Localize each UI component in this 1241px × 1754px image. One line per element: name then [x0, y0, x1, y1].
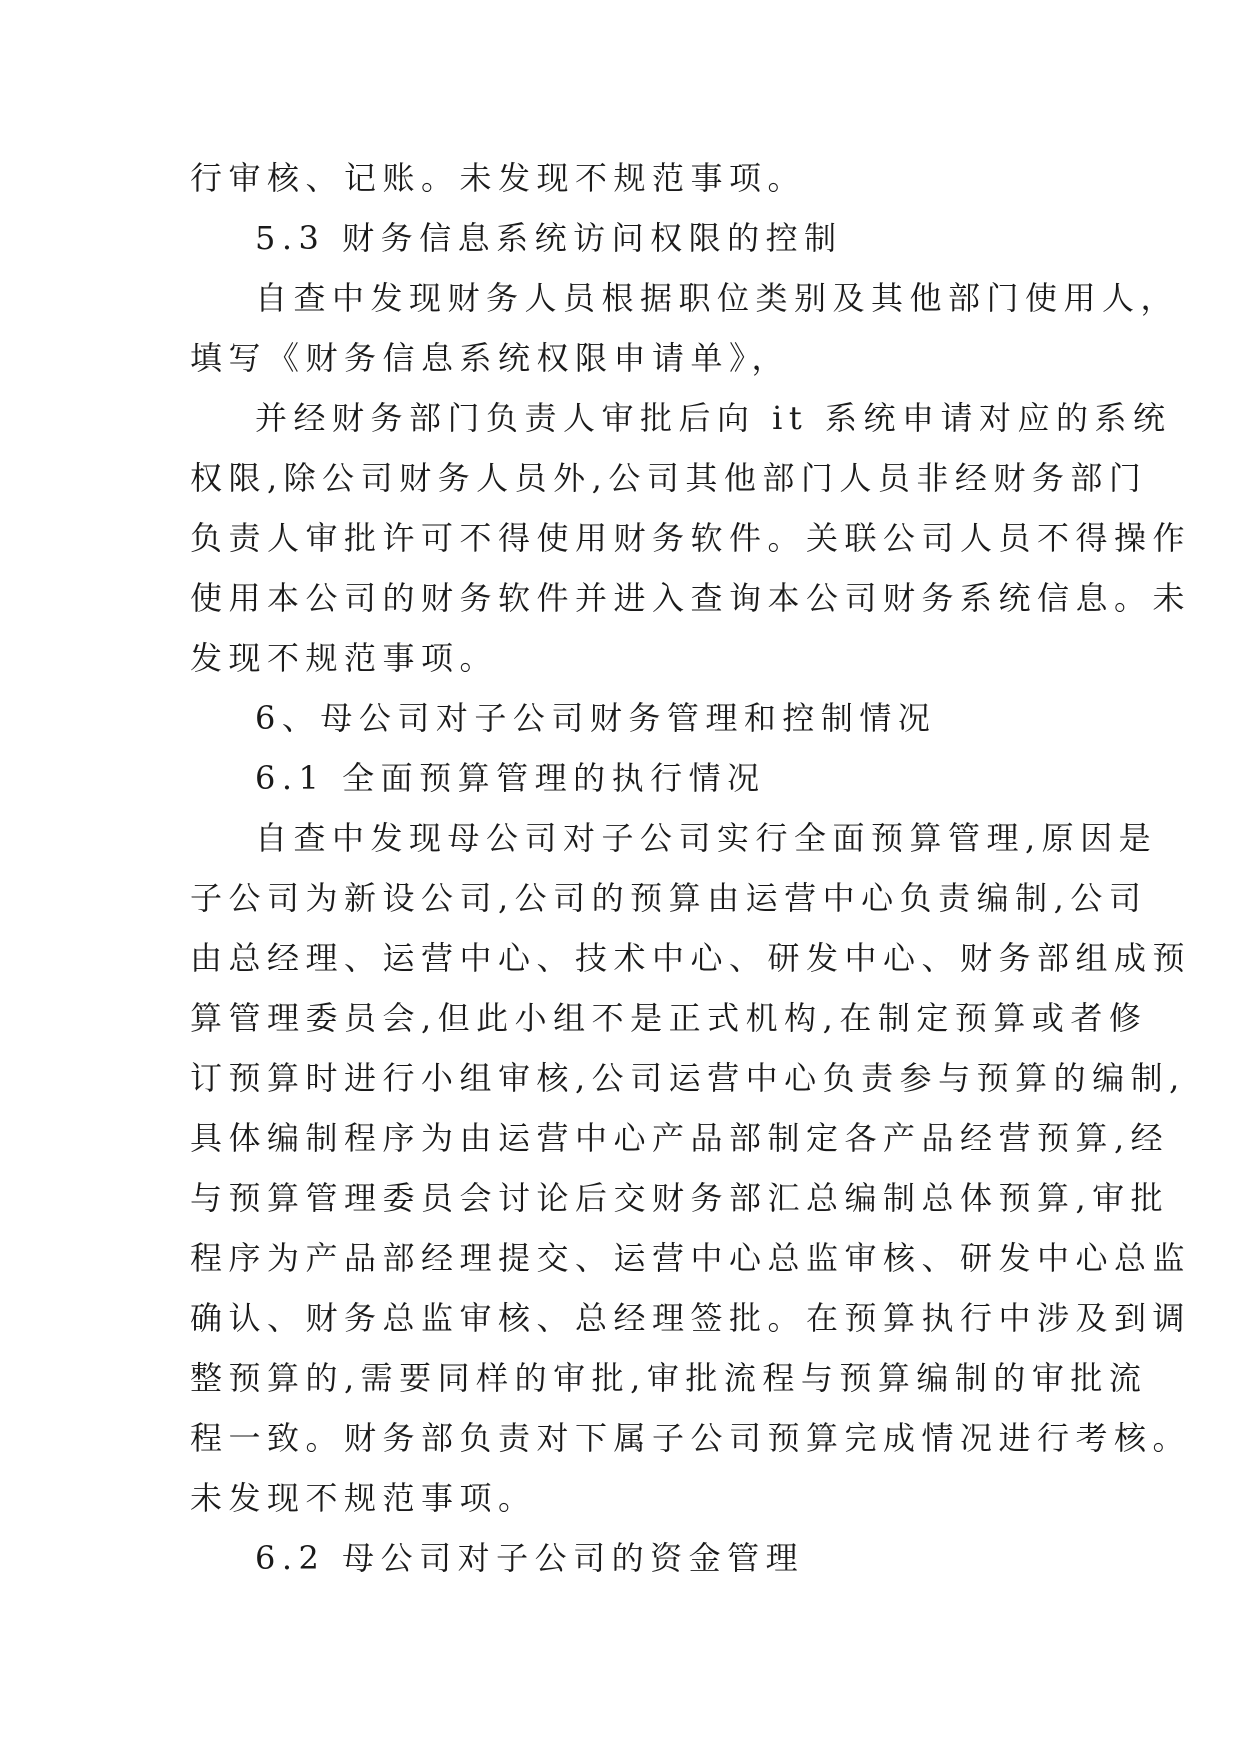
paragraph-line: 确认、财务总监审核、总经理签批。在预算执行中涉及到调 — [190, 1299, 1192, 1337]
paragraph-line: 行审核、记账。未发现不规范事项。 — [190, 159, 807, 197]
paragraph-line: 并经财务部门负责人审批后向 it 系统申请对应的系统 — [255, 399, 1172, 437]
section-heading-6-2: 6.2 母公司对子公司的资金管理 — [255, 1539, 805, 1577]
paragraph-line: 具体编制程序为由运营中心产品部制定各产品经营预算,经 — [190, 1119, 1170, 1157]
paragraph-line: 由总经理、运营中心、技术中心、研发中心、财务部组成预 — [190, 939, 1192, 977]
paragraph-line: 使用本公司的财务软件并进入查询本公司财务系统信息。未 — [190, 579, 1192, 617]
paragraph-line: 发现不规范事项。 — [190, 639, 499, 677]
paragraph-line: 整预算的,需要同样的审批,审批流程与预算编制的审批流 — [190, 1359, 1148, 1397]
paragraph-line: 订预算时进行小组审核,公司运营中心负责参与预算的编制, — [190, 1059, 1186, 1097]
paragraph-line: 负责人审批许可不得使用财务软件。关联公司人员不得操作 — [190, 519, 1192, 557]
section-heading-5-3: 5.3 财务信息系统访问权限的控制 — [255, 219, 843, 257]
paragraph-line: 程一致。财务部负责对下属子公司预算完成情况进行考核。 — [190, 1419, 1192, 1457]
paragraph-line: 自查中发现母公司对子公司实行全面预算管理,原因是 — [255, 819, 1158, 857]
section-heading-6: 6、母公司对子公司财务管理和控制情况 — [255, 699, 937, 737]
paragraph-line: 未发现不规范事项。 — [190, 1479, 537, 1517]
paragraph-line: 权限,除公司财务人员外,公司其他部门人员非经财务部门 — [190, 459, 1148, 497]
paragraph-line: 算管理委员会,但此小组不是正式机构,在制定预算或者修 — [190, 999, 1148, 1037]
section-heading-6-1: 6.1 全面预算管理的执行情况 — [255, 759, 766, 797]
paragraph-line: 自查中发现财务人员根据职位类别及其他部门使用人， — [255, 279, 1180, 317]
paragraph-line: 程序为产品部经理提交、运营中心总监审核、研发中心总监 — [190, 1239, 1192, 1277]
paragraph-line: 子公司为新设公司,公司的预算由运营中心负责编制,公司 — [190, 879, 1148, 917]
paragraph-line: 填写《财务信息系统权限申请单》， — [190, 339, 791, 377]
paragraph-line: 与预算管理委员会讨论后交财务部汇总编制总体预算,审批 — [190, 1179, 1170, 1217]
